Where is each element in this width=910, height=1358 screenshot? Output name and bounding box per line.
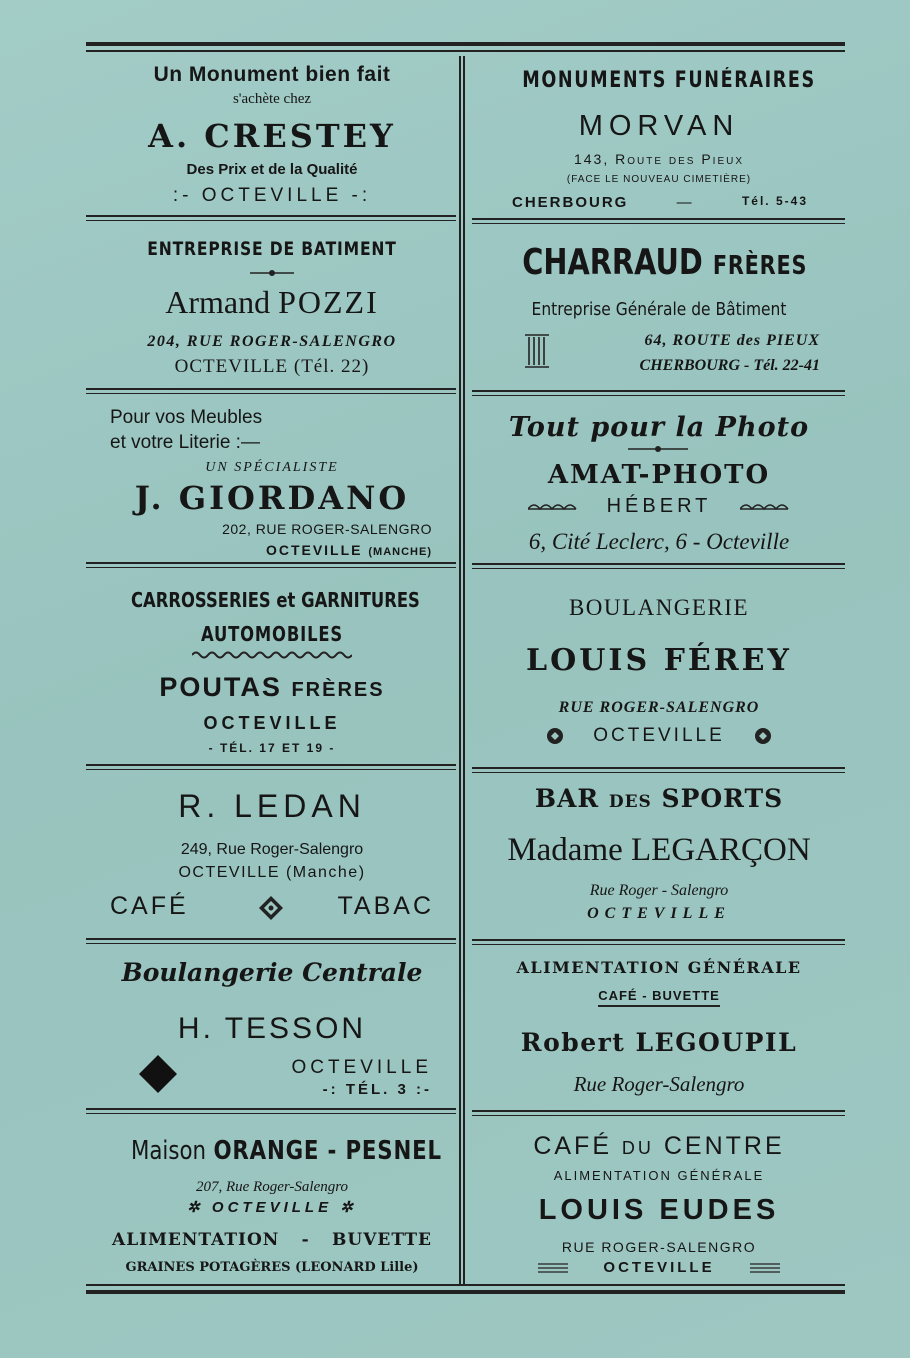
ad-orange-pesnel <box>100 1118 444 1282</box>
business-name: ORANGE - PESNEL <box>213 1136 442 1166</box>
ad-tesson <box>100 948 444 1106</box>
ad-footnote: GRAINES POTAGÈRES (LEONARD Lille) <box>125 1260 419 1275</box>
separator <box>86 215 456 221</box>
separator <box>472 563 845 569</box>
top-rule <box>86 42 845 52</box>
separator <box>472 218 845 224</box>
ad-subline: et votre Literie :— <box>110 432 260 453</box>
ad-address: 64, ROUTE des PIEUX <box>644 332 820 349</box>
ornament-icon <box>628 444 688 454</box>
ad-business-name: AMAT-PHOTO <box>547 460 771 490</box>
ad-address: 202, RUE ROGER-SALENGRO <box>222 521 432 537</box>
city: OCTEVILLE <box>265 542 363 558</box>
ad-city: CHERBOURG - Tél. 22-41 <box>639 357 820 374</box>
phone: Tél. 5-43 <box>741 194 808 208</box>
ad-city <box>100 1200 444 1215</box>
ad-city: OCTEVILLE (Tél. 22) <box>174 356 370 377</box>
separator <box>86 562 456 568</box>
ad-business-name: J. GIORDANO <box>134 479 410 517</box>
separator <box>86 764 456 770</box>
city: OCTEVILLE <box>211 1199 333 1216</box>
business-suffix: FRÈRES <box>712 251 808 281</box>
separator <box>86 388 456 394</box>
ad-business-name: MORVAN <box>578 110 740 142</box>
ad-address: 6, Cité Leclerc, 6 - Octeville <box>528 529 790 554</box>
service-alimentation: ALIMENTATION <box>112 1230 280 1250</box>
ad-pozzi <box>100 224 444 386</box>
ad-headline: CAFÉ du CENTRE <box>533 1132 785 1160</box>
center-rule <box>459 56 465 1284</box>
ad-business-name: H. TESSON <box>177 1012 367 1045</box>
department: (MANCHE) <box>368 546 432 558</box>
business-suffix: FRÈRES <box>291 679 385 701</box>
wave-ornament-icon <box>740 501 790 511</box>
separator <box>86 938 456 944</box>
column-ornament-icon <box>524 333 550 369</box>
ad-subline-text: CAFÉ - BUVETTE <box>598 988 720 1007</box>
ad-address: 207, Rue Roger-Salengro <box>195 1179 349 1195</box>
ad-address: 143, Route des Pieux <box>573 151 745 167</box>
ad-city-phone <box>512 195 808 210</box>
ad-city: :- OCTEVILLE -: <box>172 185 372 206</box>
ad-headline: BOULANGERIE <box>568 595 750 620</box>
business-name: POUTAS <box>159 672 282 702</box>
ad-subline <box>488 989 830 1002</box>
ad-headline: Pour vos Meubles <box>110 407 263 428</box>
ad-tagline: Entreprise Générale de Bâtiment <box>531 299 787 320</box>
ad-giordano <box>100 398 444 560</box>
last-name: POZZI <box>278 284 379 320</box>
ad-address: RUE ROGER-SALENGRO <box>561 1239 757 1255</box>
ad-business-name: LOUIS EUDES <box>538 1194 780 1226</box>
ad-headline: ALIMENTATION GÉNÉRALE <box>516 958 802 977</box>
ad-poutas <box>100 572 444 762</box>
ad-headline: CARROSSERIES et GARNITURES <box>130 588 420 612</box>
ad-address: Rue Roger - Salengro <box>589 882 729 899</box>
first-name: Armand <box>165 284 271 320</box>
ornament-icon <box>754 727 772 745</box>
ad-phone: -: TÉL. 3 :- <box>322 1081 432 1098</box>
star-ornament-icon: ✲ <box>187 1199 204 1216</box>
ad-legarcon <box>488 776 830 937</box>
ad-tabac-label: TABAC <box>337 892 434 920</box>
ad-business-name: R. LEDAN <box>178 788 366 824</box>
separator-dash: — <box>676 194 694 211</box>
sports-label: SPORTS <box>661 784 784 813</box>
ad-city: OCTEVILLE <box>603 1259 715 1276</box>
ad-subline: AUTOMOBILES <box>201 622 343 646</box>
service-separator: - <box>301 1230 310 1250</box>
bar-label: BAR <box>534 784 600 813</box>
ad-ledan <box>100 774 444 936</box>
maison-label: Maison <box>130 1136 207 1166</box>
ad-city <box>266 543 432 558</box>
ad-business-name: Robert LEGOUPIL <box>520 1028 798 1057</box>
des-label: DES <box>608 792 652 812</box>
ad-headline: Tout pour la Photo <box>508 412 810 443</box>
separator <box>472 767 845 773</box>
ad-tagline: UN SPÉCIALISTE <box>205 460 339 475</box>
ad-subline: s'achète chez <box>232 91 312 107</box>
bottom-rule <box>86 1284 845 1294</box>
ad-business-name: LOUIS FÉREY <box>526 643 792 678</box>
ad-city: OCTEVILLE <box>203 713 341 733</box>
city: CHERBOURG <box>512 194 629 211</box>
ad-amat-photo <box>488 400 830 562</box>
ad-subline: ALIMENTATION GÉNÉRALE <box>553 1168 765 1183</box>
ornament-icon <box>250 268 294 278</box>
ad-headline: ENTREPRISE DE BATIMENT <box>147 238 397 260</box>
ad-headline: Un Monument bien fait <box>153 63 391 86</box>
ad-ferey <box>488 574 830 765</box>
ad-city: OCTEVILLE <box>587 905 731 922</box>
star-ornament-icon: ✲ <box>340 1199 357 1216</box>
ad-phone: - TÉL. 17 ET 19 - <box>208 741 336 755</box>
ad-address: 204, RUE ROGER-SALENGRO <box>147 333 397 350</box>
separator <box>472 939 845 945</box>
ad-note: (FACE LE NOUVEAU CIMETIÈRE) <box>566 174 752 185</box>
ad-headline: Boulangerie Centrale <box>121 958 423 987</box>
ad-business-name: Madame LEGARÇON <box>507 832 811 868</box>
ad-address: 249, Rue Roger-Salengro <box>180 841 364 858</box>
ad-city: OCTEVILLE <box>593 725 725 746</box>
ad-morvan <box>488 56 830 216</box>
ad-cafe-label: CAFÉ <box>110 892 189 920</box>
separator <box>472 390 845 396</box>
ad-business-name: A. CRESTEY <box>148 117 396 155</box>
ad-address: Rue Roger-Salengro <box>573 1072 745 1096</box>
ad-headline: MONUMENTS FUNÉRAIRES <box>522 68 816 93</box>
diamond-ornament-icon <box>258 895 284 921</box>
ad-business-name <box>100 286 444 318</box>
ornament-icon <box>192 650 352 660</box>
ad-services <box>112 1232 432 1249</box>
diamond-ornament-icon <box>138 1054 178 1094</box>
business-name: CHARRAUD <box>522 242 703 283</box>
ad-address: RUE ROGER-SALENGRO <box>558 699 760 716</box>
ad-business-name <box>100 674 444 701</box>
ad-city: OCTEVILLE (Manche) <box>178 864 366 881</box>
ad-slogan: Des Prix et de la Qualité <box>186 161 358 178</box>
service-buvette: BUVETTE <box>332 1230 432 1250</box>
ad-subname: HÉBERT <box>606 495 712 517</box>
separator <box>86 1108 456 1114</box>
separator <box>472 1110 845 1116</box>
hatch-ornament-icon <box>750 1262 780 1274</box>
ad-charraud <box>488 227 830 388</box>
ad-crestey <box>100 56 444 214</box>
ad-business-name <box>130 1136 442 1166</box>
ad-legoupil <box>488 948 830 1108</box>
ad-headline <box>488 786 830 811</box>
ad-city: OCTEVILLE <box>291 1057 432 1078</box>
ad-business-name <box>522 242 808 283</box>
ad-eudes <box>488 1120 830 1282</box>
